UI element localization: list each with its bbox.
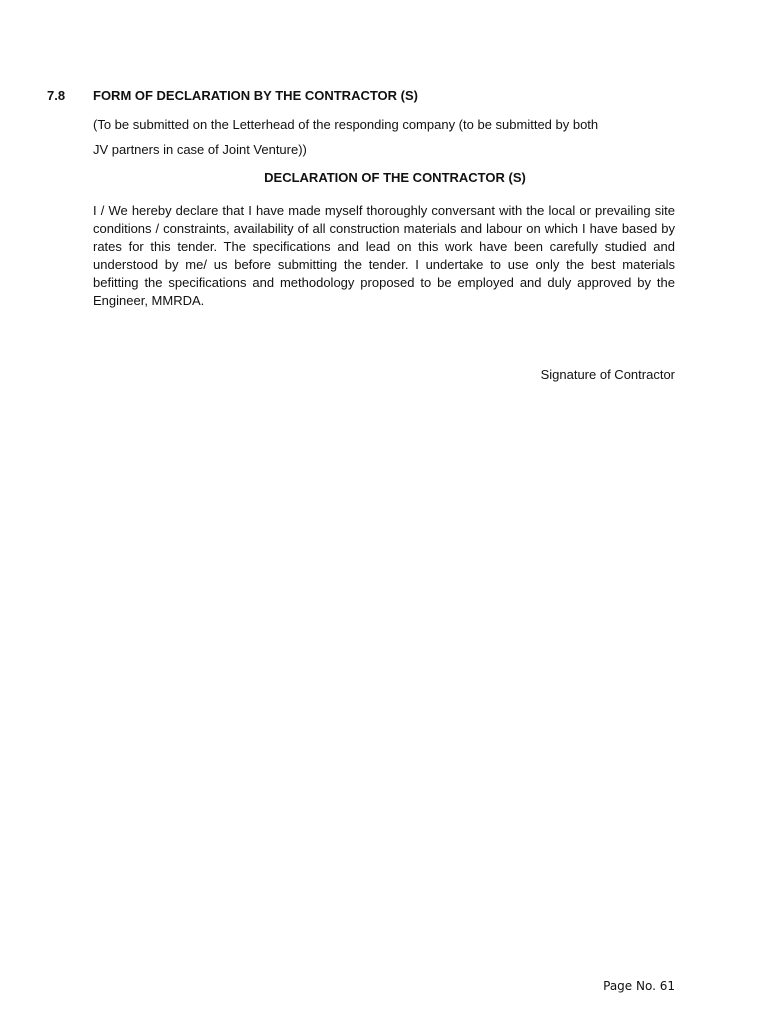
signature-label: Signature of Contractor — [540, 367, 675, 382]
instruction-line-2: JV partners in case of Joint Venture)) — [93, 142, 307, 157]
declaration-heading: DECLARATION OF THE CONTRACTOR (S) — [264, 170, 526, 185]
section-number: 7.8 — [47, 88, 66, 103]
declaration-paragraph: I / We hereby declare that I have made myself thoroughly conversant with the local or prevailing site conditions / constraints, availability of all construction materials and labour on which I have based by rates for this tender. The specifications and lead on this work have been carefully studied and understood by me/ us before submitting the tender. I undertake to use only the best materials befitting the specifications and methodology proposed to be employed and duly approved by the Engineer, MMRDA. — [93, 203, 675, 308]
page-number: Page No. 61 — [603, 979, 675, 993]
submission-instruction — [93, 112, 693, 162]
instruction-line-1: (To be submitted on the Letterhead of the responding company (to be submitted by both — [93, 117, 599, 132]
section-title: FORM OF DECLARATION BY THE CONTRACTOR (S) — [93, 88, 418, 103]
